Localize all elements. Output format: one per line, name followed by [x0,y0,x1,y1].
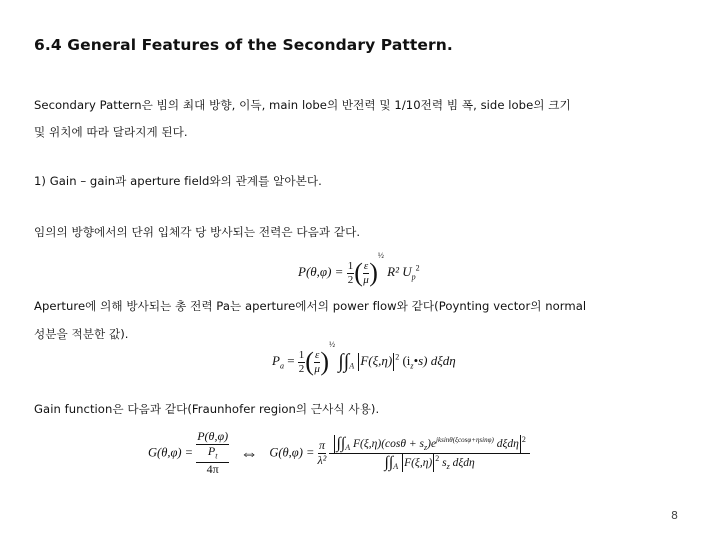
intro-line-1: Secondary Pattern은 빔의 최대 방향, 이득, main lobe의 반전력 및 1/10전력 빔 폭, side lobe의 크기 [34,98,571,112]
eq1-eps-mu: $\frac{\varepsilon}{\mu}$ [363,259,369,286]
eq1-lhs: P(θ,φ) = [298,264,344,279]
gain-big-fraction: $\int\int_A$ $F(\xi,\eta)(\cos\theta + s_z)e^{jksin\theta(\xi cos\varphi+\eta sin\varphi)}$ dξdη $^2$ $\int\int_A$ F(ξ,η) $^2$ $s_z$ dξdη [329,435,529,473]
intro-line-2: 및 위치에 따라 달라지게 된다. [34,125,188,139]
aperture-line-1: Aperture에 의해 방사되는 총 전력 Pa는 aperture에서의 power flow와 같다(Poynting vector의 normal [34,299,587,313]
equation-gain-function: G(θ,φ) = P(θ,φ) $P_t$ 4π ⇔ G(θ,φ) = $\frac{\pi}{\text{λ²}}$ $\int\int_A$ $F(\xi,\eta)(\cos\theta + s_z)e^{jksin\theta(\xi cos\varphi+\eta sin\varphi)}$ dξdη $^2$ $\int\int_A$ F(ξ,η) $^2$ $s_z$ dξdη [148,430,530,477]
gain-heading: 1) Gain – gain과 aperture field와의 관계를 알아본다. [34,174,322,188]
power-intro: 임의의 방향에서의 단위 입체각 당 방사되는 전력은 다음과 같다. [34,225,361,239]
aperture-line-2: 성분을 적분한 값). [34,327,129,341]
eq1-half: $\frac{1}{2}$ [347,259,354,286]
equation-aperture-power: $P_a$ = $\frac{1}{2}$ ( $\frac{\varepsilon}{\mu}$ )$^{\frac{1}{2}}$ $\int\int_A$ F(ξ,η) $^2$ $(i_z•s)$ dξdη [272,340,456,377]
gain-intro: Gain function은 다음과 같다(Fraunhofer region의 근사식 사용). [34,402,380,416]
slide-title: 6.4 General Features of the Secondary Pattern. [34,36,453,54]
page-number: 8 [671,509,678,522]
eq1-rhs: R² U [387,264,412,279]
equation-radiated-power: P(θ,φ) = $\frac{1}{2}$ ( $\frac{\varepsilon}{\mu}$ )$^{\frac{1}{2}}$ R² $U_p^2$ [298,251,420,288]
